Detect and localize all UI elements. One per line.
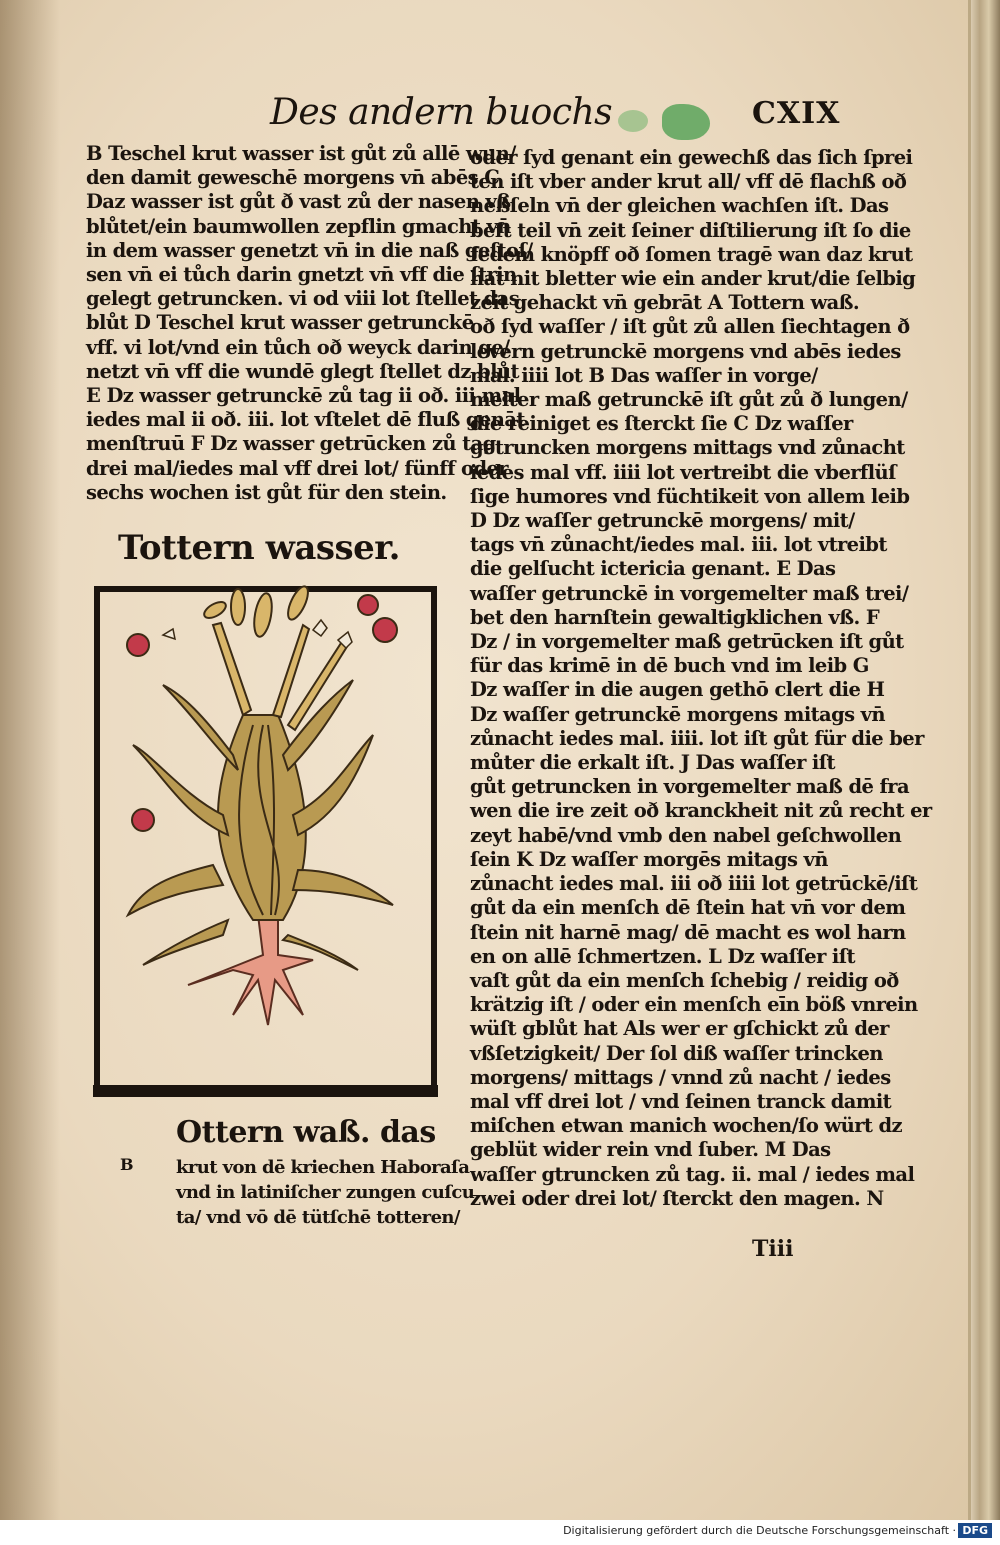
text-line: iedes mal ii oð. iii. lot vſtelet dē fluß genāt xyxy=(86,408,525,432)
plant-woodcut-svg xyxy=(93,585,438,1097)
text-line: waſſer gtruncken zů tag. ii. mal / iedes mal xyxy=(470,1162,915,1186)
text-line: vff. vi lot/vnd ein tůch oð weyck darin ge/ xyxy=(86,335,510,359)
left-column-text xyxy=(86,142,533,505)
text-line: geblüt wider rein vnd ſuber. M Das xyxy=(470,1138,831,1162)
green-stain xyxy=(662,104,710,140)
running-head: Des andern buochs xyxy=(270,92,613,133)
text-line: gůt getruncken in vorgemelter maß dē fra xyxy=(470,775,909,799)
green-stain xyxy=(618,110,648,132)
tottern-heading: Tottern wasser. xyxy=(118,528,400,568)
text-line: die gelſucht ictericia genant. E Das xyxy=(470,557,836,581)
text-line: bet den harnſtein gewaltigklichen vß. F xyxy=(470,605,880,629)
gutter-shadow xyxy=(0,0,60,1520)
text-line: für das krimē in dē buch vnd im leib G xyxy=(470,654,869,678)
text-line: vaſt gůt da ein menſch ſchebig / reidig oð xyxy=(470,968,899,992)
text-line: neßſeln vn̄ der gleichen wachſen iſt. Das xyxy=(470,194,889,218)
text-line: vnd in latiniſcher zungen cuſcu xyxy=(176,1182,475,1203)
text-line: levern getrunckē morgens vnd abēs iedes xyxy=(470,339,901,363)
text-line: mal vff drei lot / vnd ſeinen tranck damit xyxy=(470,1089,892,1113)
text-line: mal. iiii lot B Das waſſer in vorge/ xyxy=(470,363,818,387)
text-line: gůt da ein menſch dē ſtein hat vn̄ vor dem xyxy=(470,896,906,920)
ottern-text xyxy=(176,1155,474,1230)
text-line: krätzig iſt / oder ein menſch eīn böß vnrein xyxy=(470,993,918,1017)
text-line: in dem wasser genetzt vn̄ in die naß geſtoſ/ xyxy=(86,238,533,262)
text-line: zeit gehackt vn̄ gebrāt A Tottern waß. xyxy=(470,291,860,315)
text-line: zwei oder drei lot/ ſterckt den magen. N xyxy=(470,1186,884,1210)
text-line: Dz / in vorgemelter maß getrūcken iſt gůt xyxy=(470,630,904,654)
text-line: die reiniget es ſterckt ſie C Dz waſſer xyxy=(470,412,853,436)
text-line: tags vn̄ zůnacht/iedes mal. iii. lot vtreibt xyxy=(470,533,887,557)
text-line: hat nit bletter wie ein ander krut/die ſelbig xyxy=(470,267,916,291)
ottern-heading: Ottern waß. das xyxy=(176,1115,436,1150)
text-line: wüſt gblůt hat Als wer er gſchickt zů der xyxy=(470,1017,889,1041)
text-line: zeyt habē/vnd vmb den nabel geſchwollen xyxy=(470,823,902,847)
text-line: iedes mal vff. iiii lot vertreibt die vberflüſ xyxy=(470,460,896,484)
text-line: ten iſt vber ander krut all/ vff dē flachß oð xyxy=(470,170,907,194)
text-line: ta/ vnd vō dē tütſchē totteren/ xyxy=(176,1207,460,1228)
text-line: ſige humores vnd füchtikeit von allem leib xyxy=(470,484,910,508)
text-line: blůt D Teschel krut wasser getrunckē xyxy=(86,311,474,335)
text-line: sen vn̄ ei tůch darin gnetzt vn̄ vff die ſtrin xyxy=(86,263,517,287)
right-column-text xyxy=(470,146,932,1211)
text-line: miſchen etwan manich wochen/ſo würt dz xyxy=(470,1114,903,1138)
text-line: ſtein nit harnē mag/ dē macht es wol harn xyxy=(470,920,906,944)
woodcut-illustration xyxy=(93,585,438,1097)
digitization-credit: Digitalisierung gefördert durch die Deutsche Forschungsgemeinschaft · xyxy=(563,1524,956,1537)
text-line: waſſer getrunckē in vorgemelter maß trei/ xyxy=(470,581,909,605)
text-line: getruncken morgens mittags vnd zůnacht xyxy=(470,436,905,460)
marginal-letter: B xyxy=(120,1155,134,1174)
folio-number: CXIX xyxy=(752,96,841,131)
text-line: den damit geweschē morgens vn̄ abēs C xyxy=(86,166,500,190)
signature-mark: Tiii xyxy=(752,1236,794,1262)
text-line: wen die ire zeit oð kranckheit nit zů recht er xyxy=(470,799,932,823)
text-line: gelegt getruncken. vi od viii lot ſtellet das xyxy=(86,287,520,311)
text-line: můter die erkalt iſt. J Das waſſer iſt xyxy=(470,751,835,775)
text-line: beſt teil vn̄ zeit ſeiner diſtilierung iſt ſo die xyxy=(470,218,911,242)
text-line: fedem knöpff oð ſomen tragē wan daz krut xyxy=(470,242,913,266)
dfg-logo: DFG xyxy=(958,1523,992,1538)
text-line: melter maß getrunckē iſt gůt zů ð lungen/ xyxy=(470,388,908,412)
text-line: oð ſyd waſſer / iſt gůt zů allen ſiechtagen ð xyxy=(470,315,910,339)
text-line: menſtruū F Dz wasser getrūcken zů tag xyxy=(86,432,496,456)
text-line: B Teschel krut wasser ist gůt zů allē wun/ xyxy=(86,142,516,165)
text-line: D Dz waſſer getrunckē morgens/ mit/ xyxy=(470,509,855,533)
text-line: oder ſyd genant ein gewechß das ſich ſprei xyxy=(470,146,913,169)
text-line: drei mal/iedes mal vff drei lot/ fünff oder xyxy=(86,456,508,480)
text-line: vßſetzigkeit/ Der ſol diß waſſer trincken xyxy=(470,1041,883,1065)
text-line: ſein K Dz waſſer morgēs mitags vn̄ xyxy=(470,847,828,871)
text-line: zůnacht iedes mal. iiii. lot iſt gůt für die ber xyxy=(470,726,924,750)
text-line: Dz waſſer in die augen gethō clert die H xyxy=(470,678,885,702)
text-line: en on allē ſchmertzen. L Dz waſſer iſt xyxy=(470,944,855,968)
text-line: Dz waſſer getrunckē morgens mitags vn̄ xyxy=(470,702,885,726)
text-line: zůnacht iedes mal. iii oð iiii lot getrūckē/iſt xyxy=(470,872,918,896)
text-line: krut von dē kriechen Haboraſa xyxy=(176,1157,470,1178)
text-line: blůtet/ein baumwollen zepflin gmacht vn̄ xyxy=(86,214,511,238)
text-line: netzt vn̄ vff die wundē glegt ſtellet dz blůt xyxy=(86,359,519,383)
text-line: E Dz wasser getrunckē zů tag ii oð. iii mal xyxy=(86,384,521,408)
text-line: Daz wasser ist gůt ð vast zů der nasen vß xyxy=(86,190,511,214)
text-line: morgens/ mittags / vnnd zů nacht / iedes xyxy=(470,1065,891,1089)
text-line: sechs wochen ist gůt für den stein. xyxy=(86,480,447,504)
